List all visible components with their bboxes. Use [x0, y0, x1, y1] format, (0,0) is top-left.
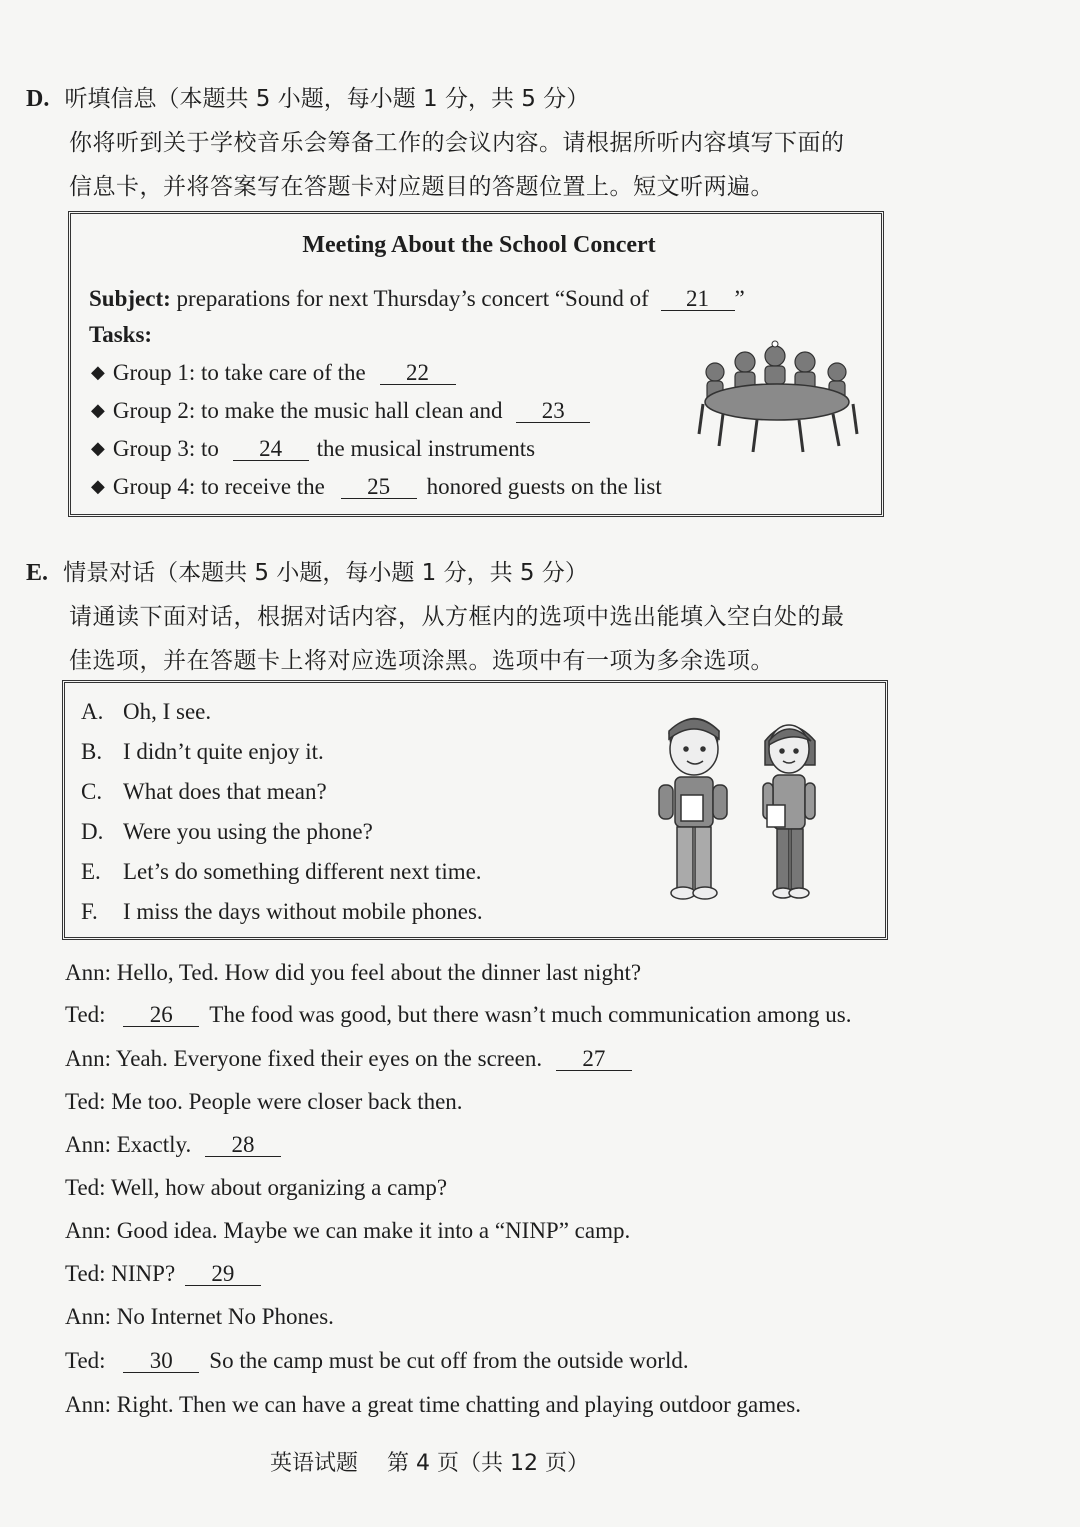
- option-text: I miss the days without mobile phones.: [123, 899, 483, 924]
- dialogue-line-3-text: Ann: Yeah. Everyone fixed their eyes on the screen.: [65, 1046, 543, 1071]
- dialogue-line-5: [65, 1132, 281, 1158]
- option-text: Let’s do something different next time.: [123, 859, 482, 884]
- section-d-header: [26, 80, 589, 113]
- option-text: Were you using the phone?: [123, 819, 373, 844]
- section-d-letter: D.: [26, 86, 50, 112]
- dialogue-line-9: Ann: No Internet No Phones.: [65, 1304, 334, 1329]
- task-4-text: Group 4: to receive the: [112, 474, 325, 499]
- option-f: [81, 899, 483, 925]
- subject-close-quote: ”: [734, 286, 745, 311]
- bullet-diamond-icon: ◆: [91, 362, 105, 382]
- option-a: [81, 699, 211, 725]
- meeting-table-illustration: [693, 334, 863, 454]
- section-e-instruction-2: 佳选项，并在答题卡上将对应选项涂黑。选项中有一项为多余选项。: [69, 648, 774, 674]
- option-key: D.: [81, 819, 104, 844]
- option-key: F.: [81, 899, 98, 924]
- blank-28: 28: [205, 1134, 281, 1157]
- task-2-text: Group 2: to make the music hall clean and: [112, 398, 503, 423]
- task-1-text: Group 1: to take care of the: [112, 360, 366, 385]
- dialogue-line-2-text: The food was good, but there wasn’t much communication among us.: [209, 1002, 852, 1027]
- task-3-after: the musical instruments: [316, 436, 536, 461]
- option-key: C.: [81, 779, 103, 804]
- task-4: [91, 474, 662, 500]
- task-2: [91, 398, 590, 424]
- bullet-diamond-icon: ◆: [91, 400, 105, 420]
- option-text: I didn’t quite enjoy it.: [123, 739, 324, 764]
- blank-29: 29: [185, 1263, 261, 1286]
- blank-21: 21: [661, 288, 735, 311]
- dialogue-line-3: [65, 1046, 632, 1072]
- blank-30: 30: [123, 1350, 199, 1373]
- option-key: A.: [81, 699, 104, 724]
- speaker-ted: Ted:: [65, 1348, 106, 1373]
- blank-24: 24: [233, 438, 309, 461]
- options-box: [62, 680, 888, 940]
- section-e-instruction-1: 请通读下面对话，根据对话内容，从方框内的选项中选出能填入空白处的最: [69, 604, 845, 630]
- dialogue-line-6: Ted: Well, how about organizing a camp?: [65, 1175, 448, 1200]
- dialogue-line-4: Ted: Me too. People were closer back then.: [65, 1089, 463, 1114]
- blank-26: 26: [123, 1004, 199, 1027]
- footer-page-number: 第 4 页（共 12 页）: [387, 1451, 589, 1476]
- section-e-title: 情景对话（本题共 5 小题，每小题 1 分，共 5 分）: [63, 560, 588, 586]
- blank-22: 22: [380, 362, 456, 385]
- task-4-after: honored guests on the list: [426, 474, 662, 499]
- speaker-ted: Ted:: [65, 1002, 106, 1027]
- subject-line: [89, 286, 745, 312]
- subject-label: Subject:: [89, 286, 171, 311]
- task-3-text: Group 3: to: [112, 436, 219, 461]
- option-d: [81, 819, 373, 845]
- page-footer: [270, 1446, 589, 1477]
- option-text: Oh, I see.: [123, 699, 212, 724]
- footer-subject: 英语试题: [270, 1451, 359, 1476]
- option-c: [81, 779, 327, 805]
- task-1: [91, 360, 456, 386]
- option-text: What does that mean?: [123, 779, 327, 804]
- section-e-letter: E.: [26, 560, 49, 586]
- info-card: [68, 211, 884, 517]
- option-key: E.: [81, 859, 101, 884]
- dialogue-line-1: Ann: Hello, Ted. How did you feel about the dinner last night?: [65, 960, 642, 985]
- card-title: Meeting About the School Concert: [302, 232, 656, 258]
- section-d-instruction-1: 你将听到关于学校音乐会筹备工作的会议内容。请根据所听内容填写下面的: [69, 130, 845, 156]
- section-d-title: 听填信息（本题共 5 小题，每小题 1 分，共 5 分）: [64, 86, 590, 112]
- bullet-diamond-icon: ◆: [91, 476, 105, 496]
- task-3: [91, 436, 535, 462]
- option-key: B.: [81, 739, 103, 764]
- blank-25: 25: [341, 476, 417, 499]
- dialogue-line-11: Ann: Right. Then we can have a great time chatting and playing outdoor games.: [65, 1392, 802, 1417]
- option-b: [81, 739, 324, 765]
- bullet-diamond-icon: ◆: [91, 438, 105, 458]
- dialogue-line-10: [65, 1348, 689, 1374]
- dialogue-line-8-text: Ted: NINP?: [65, 1261, 176, 1286]
- dialogue-line-7: Ann: Good idea. Maybe we can make it into a “NINP” camp.: [65, 1218, 631, 1243]
- subject-text: preparations for next Thursday’s concert “Sound of: [176, 286, 649, 311]
- dialogue-line-10-text: So the camp must be cut off from the outside world.: [209, 1348, 689, 1373]
- dialogue-line-5-text: Ann: Exactly.: [65, 1132, 192, 1157]
- blank-27: 27: [556, 1048, 632, 1071]
- option-e: [81, 859, 482, 885]
- two-people-illustration: [651, 705, 831, 915]
- dialogue-line-2: [65, 1002, 851, 1028]
- section-d-instruction-2: 信息卡，并将答案写在答题卡对应题目的答题位置上。短文听两遍。: [69, 174, 774, 200]
- section-e-header: [26, 554, 588, 587]
- tasks-label: Tasks:: [89, 322, 153, 347]
- blank-23: 23: [516, 400, 590, 423]
- dialogue-line-8: [65, 1261, 261, 1287]
